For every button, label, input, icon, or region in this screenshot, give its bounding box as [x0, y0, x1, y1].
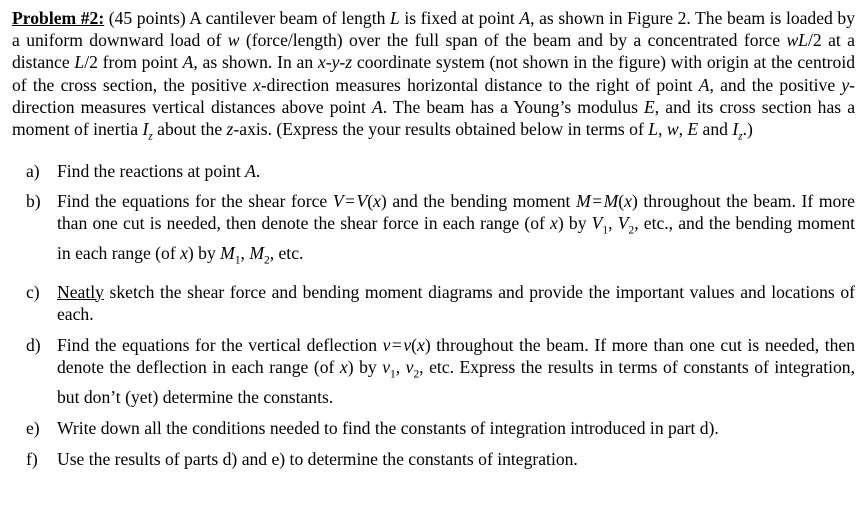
part-text: [57, 281, 855, 325]
part-d: [12, 334, 855, 408]
part-c: [12, 281, 855, 325]
part-text: Find the equations for the shear force V = V(x) and the bending moment M = M(x) throughout the beam. If more than one cut is needed, then denote the shear force in each range (of x) by $V_1$, $V_2$, etc., and the bending moment in each range (of x) by $M_1$, $M_2$, etc.: [57, 190, 856, 267]
problem-intro: [12, 7, 855, 148]
part-emphasis: Neatly: [57, 281, 104, 302]
parts-list: [12, 160, 855, 471]
problem-title: Problem #2:: [12, 8, 105, 28]
part-f: [12, 448, 855, 470]
problem-statement: A cantilever beam of length L is fixed at point A, as shown in Figure 2. The beam is loaded by a uniform downward load of w (force/length) over the full span of the beam and by a concentrated force wL/2 at a distance L/2 from point A, as shown. In an x-y-z coordinate system (not shown in the figure) with origin at the centroid of the cross section, the positive x-direction measures horizontal distance to the right of point A, and the positive y-direction measures vertical distances above point A. The beam has a Young’s modulus E, and its cross section has a moment of inertia $I_z$ about the z-axis. (Express the your results obtained below in terms of L, w, E and $I_z$.): [12, 8, 856, 143]
part-label: a): [26, 160, 40, 181]
problem-points: (45 points): [108, 8, 186, 28]
part-label: d): [26, 334, 41, 355]
part-label: e): [26, 418, 40, 439]
part-text-body: sketch the shear force and bending moment diagrams and provide the important values and locations of each.: [57, 281, 855, 324]
part-label: c): [26, 281, 40, 302]
part-text: Write down all the conditions needed to find the constants of integration introduced in part d).: [57, 418, 719, 439]
part-text: Find the equations for the vertical deflection v = v(x) throughout the beam. If more than one cut is needed, then denote the deflection in each range (of x) by $v_1$, $v_2$, etc. Express the results in terms of constants of integration, but don’t (yet) determine the constants.: [57, 334, 856, 407]
part-text: Use the results of parts d) and e) to determine the constants of integration.: [57, 449, 578, 470]
part-text: Find the reactions at point A.: [57, 160, 261, 181]
part-label: b): [26, 190, 41, 211]
part-b: [12, 190, 855, 272]
part-e: [12, 417, 855, 439]
part-label: f): [26, 449, 38, 470]
part-a: [12, 160, 855, 182]
